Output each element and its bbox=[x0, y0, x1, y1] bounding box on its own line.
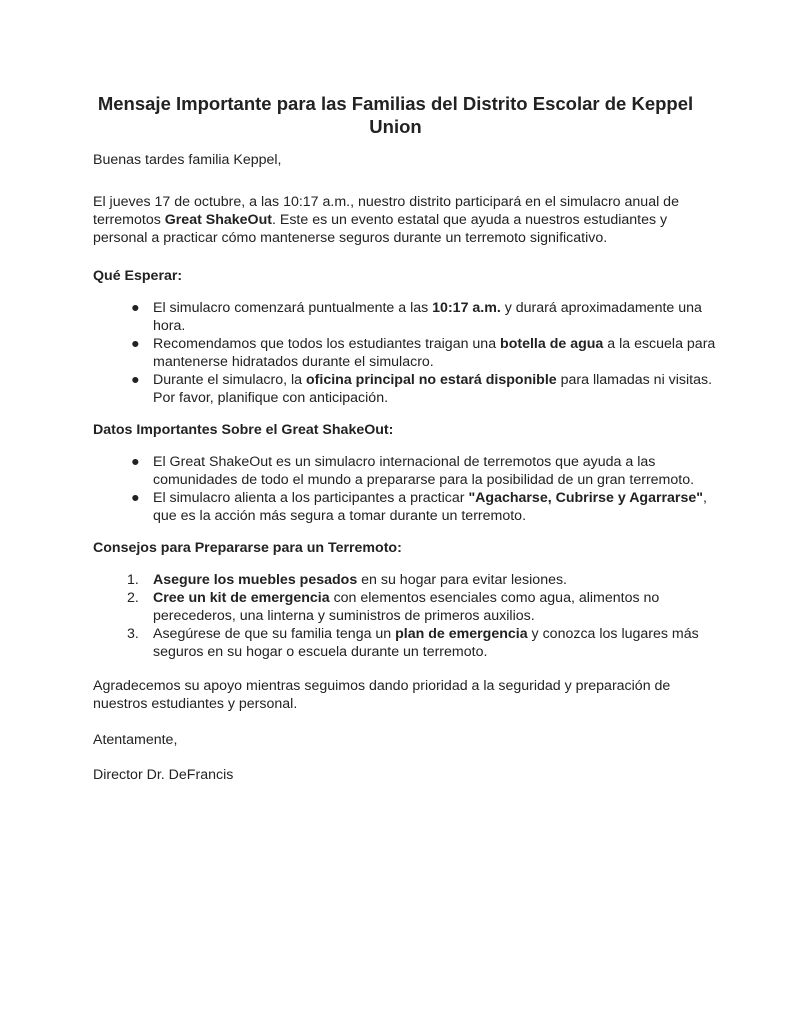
list-item bbox=[131, 453, 695, 489]
list-item bbox=[131, 489, 707, 525]
bold-text: "Agacharse, Cubrirse y Agarrarse" bbox=[468, 490, 703, 506]
text-run: El Great ShakeOut es un simulacro internacional de terremotos que ayuda a las comunidades de todo el mundo a prepararse para la posibilidad de un gran terremoto. bbox=[153, 454, 695, 488]
bullet-icon: ● bbox=[131, 336, 140, 352]
text-run: Durante el simulacro, la bbox=[153, 372, 306, 388]
bold-text: botella de agua bbox=[500, 336, 604, 352]
section-heading-facts: Datos Importantes Sobre el Great ShakeOut: bbox=[93, 422, 394, 438]
list-item bbox=[131, 299, 702, 335]
section-heading-tips: Consejos para Prepararse para un Terremoto: bbox=[93, 540, 402, 556]
list-item bbox=[131, 371, 713, 407]
text-run: en su hogar para evitar lesiones. bbox=[357, 572, 568, 588]
signoff: Atentamente, bbox=[93, 732, 178, 748]
text-run: Asegúrese de que su familia tenga un bbox=[153, 626, 396, 642]
greeting: Buenas tardes familia Keppel, bbox=[93, 152, 282, 168]
list-item bbox=[127, 625, 699, 661]
text-run: El jueves 17 de octubre, a las 10:17 a.m., nuestro distrito participará en el simulacro anual de terremotos bbox=[93, 194, 679, 228]
bold-text: 10:17 a.m. bbox=[432, 300, 501, 316]
text-run: y durará aproximadamente una hora. bbox=[153, 300, 702, 334]
list-number: 3. bbox=[127, 626, 139, 642]
bullet-icon: ● bbox=[131, 300, 140, 316]
list-item bbox=[127, 589, 660, 625]
text-run: para llamadas ni visitas. Por favor, planifique con anticipación. bbox=[153, 372, 713, 406]
closing-paragraph: Agradecemos su apoyo mientras seguimos dando prioridad a la seguridad y preparación de nuestros estudiantes y personal. bbox=[93, 678, 671, 712]
text-run: El simulacro comenzará puntualmente a las bbox=[153, 300, 433, 316]
list-item bbox=[127, 571, 568, 589]
text-run: El simulacro alienta a los participantes a practicar bbox=[153, 490, 469, 506]
text-run: , que es la acción más segura a tomar durante un terremoto. bbox=[153, 490, 707, 524]
bold-text: Cree un kit de emergencia bbox=[153, 590, 330, 606]
text-run: . Este es un evento estatal que ayuda a nuestros estudiantes y personal a practicar cómo mantenerse seguros durante un terremoto significativo. bbox=[93, 212, 668, 246]
bold-text: Asegure los muebles pesados bbox=[153, 572, 358, 588]
bullet-icon: ● bbox=[131, 490, 140, 506]
text-run: a la escuela para mantenerse hidratados durante el simulacro. bbox=[153, 336, 716, 370]
intro-paragraph bbox=[93, 193, 679, 247]
list-number: 1. bbox=[127, 572, 139, 588]
bullet-icon: ● bbox=[131, 372, 140, 388]
text-run: con elementos esenciales como agua, alimentos no perecederos, una linterna y suministros de primeros auxilios. bbox=[153, 590, 660, 624]
signature: Director Dr. DeFrancis bbox=[93, 767, 234, 783]
document-title: Mensaje Importante para las Familias del Distrito Escolar de Keppel Union bbox=[97, 93, 694, 137]
section-heading-what-to-expect: Qué Esperar: bbox=[93, 268, 183, 284]
list-item bbox=[131, 335, 716, 371]
bullet-icon: ● bbox=[131, 454, 140, 470]
text-run: y conozca los lugares más seguros en su hogar o escuela durante un terremoto. bbox=[153, 626, 699, 660]
bold-text: oficina principal no estará disponible bbox=[305, 372, 557, 388]
bold-text: Great ShakeOut bbox=[164, 212, 272, 228]
bold-text: plan de emergencia bbox=[395, 626, 528, 642]
list-number: 2. bbox=[127, 590, 139, 606]
text-run: Recomendamos que todos los estudiantes traigan una bbox=[153, 336, 501, 352]
